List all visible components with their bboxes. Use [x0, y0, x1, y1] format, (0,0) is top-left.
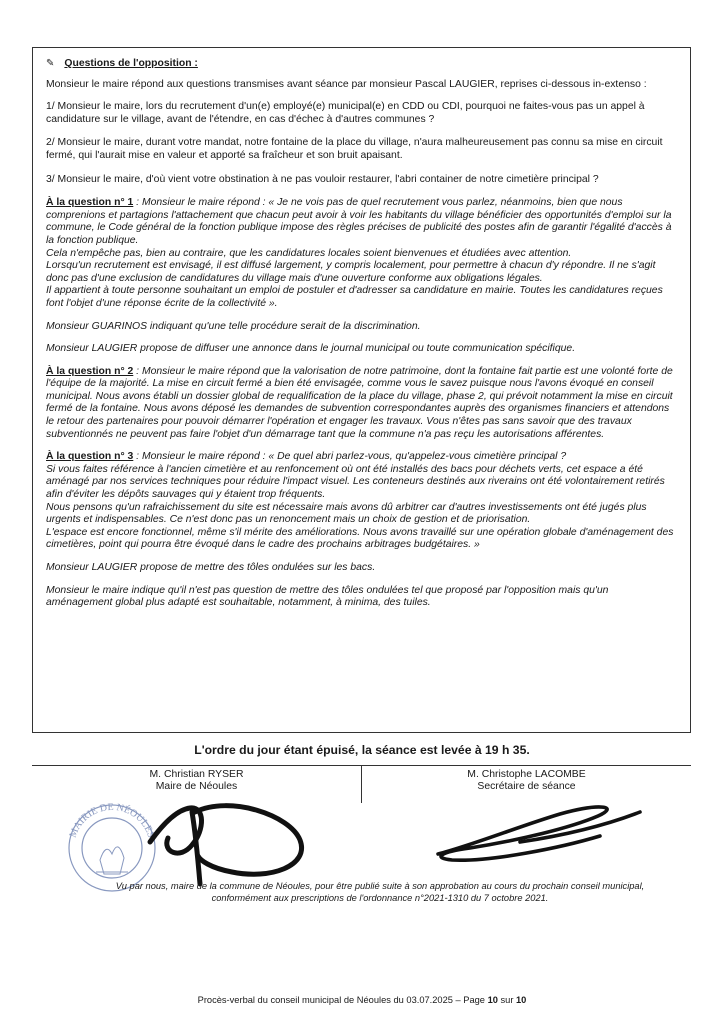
page-content: [46, 58, 676, 610]
maire-final-remark: Monsieur le maire indique qu'il n'est pas question de mettre des tôles ondulées tel que proposé par l'opposition mais qu'un aménagement global plus adapté est souhaitable, notamment, à minima, des tuiles.: [46, 584, 609, 609]
answer-1-p4: Il appartient à toute personne souhaitant un emploi de postuler et d'adresser sa candidature en mairie. Toutes les candidatures reçues font l'objet d'une réponse écrite de la collectivité ».: [46, 285, 663, 309]
section-header: [46, 58, 676, 71]
answer-1-p3: Lorsqu'un recrutement est envisagé, il est diffusé largement, y compris localement, pour permettre à chacun d'y répondre. Il ne s'agit donc pas d'une exclusion de candidatures du village mais d'une ouverture conforme aux obligations légales.: [46, 260, 656, 284]
answer-3-p1: : Monsieur le maire répond : « De quel abri parlez-vous, qu'appelez-vous cimetière principal ?: [133, 451, 567, 463]
footer-sep: sur: [497, 995, 517, 1005]
answer-2: [46, 366, 676, 442]
pencil-hand-icon: ✎: [46, 58, 55, 69]
answer-3-p3: Nous pensons qu'un rafraichissement du site est nécessaire mais avons dû arbitrer car d'autres investissements ont été jugés plus urgents et indispensables. Ce n'est donc pas un renoncement mais un choix de gestion et de priorisation.: [46, 501, 647, 526]
signature-block: [32, 765, 691, 870]
answer-3-label: À la question n° 3: [46, 451, 134, 463]
question-2: 2/ Monsieur le maire, durant votre mandat, notre fontaine de la place du village, n'aura malheureusement pas connu sa mise en circuit fermé, qui l'aurait mise en valeur et apporté sa fraîcheur et son bruit apaisant.: [46, 137, 663, 161]
answer-1: [46, 197, 676, 310]
intro-text: Monsieur le maire répond aux questions transmises avant séance par monsieur Pascal LAUGIER, reprises ci-dessous in-extenso :: [46, 78, 647, 90]
answer-1-p1: : Monsieur le maire répond : « Je ne vois pas de quel recrutement vous parlez, néanmoins, bien que nous comprenions et partagions l'attachement que chacun peut avoir à voir les habitants du village bénéficier des opportunités d'emploi sur la commune, le Code général de la fonction publique impose des règles précises de publicité des postes afin de garantir l'égalité d'accès à la fonction publique.: [46, 197, 672, 246]
mayor-role: Maire de Néoules: [155, 781, 238, 792]
section-title: Questions de l'opposition :: [64, 58, 198, 69]
secretary-signatory: [362, 769, 691, 793]
stamp-text: MAIRIE DE NÉOULES: [67, 801, 157, 840]
footer-text: Procès-verbal du conseil municipal de Néoules du 03.07.2025 – Page: [197, 995, 488, 1005]
answer-1-p2: Cela n'empêche pas, bien au contraire, que les candidatures locales soient bienvenues et étudiées avec attention.: [46, 247, 572, 259]
answer-1-label: À la question n° 1: [46, 197, 134, 209]
answer-2-label: À la question n° 2: [46, 365, 134, 377]
approval-note: Vu par nous, maire de la commune de Néoules, pour être publié suite à son approbation au cours du prochain conseil municipal, conformément aux prescriptions de l'ordonnance n°2021-1310 du 7 octobre 2021.: [115, 881, 645, 903]
closing-statement: L'ordre du jour étant épuisé, la séance est levée à 19 h 35.: [194, 743, 530, 757]
answer-2-text: : Monsieur le maire répond que la valorisation de notre patrimoine, dont la fontaine fait partie est une volonté forte de l'équipe de la majorité. La mise en circuit fermé a bien été envisagée, comme vous le savez puisque nous l'avons évoqué en conseil municipal. Nous avons établi un dossier global de requalification de la place du village, phase 2, qui prévoit notamment la mise en circuit fermé de la fontaine. Nous avons déposé les demandes de subvention correspondantes auprès des organismes financiers et attendons le retour des partenaires pour pouvoir démarrer l'opération et engager les travaux. Vous n'êtes pas sans savoir que des travaux subventionnés ne peuvent pas faire l'objet d'un démarrage tant que la commune n'a pas reçu les autorisations afférentes.: [46, 365, 673, 440]
question-3: 3/ Monsieur le maire, d'où vient votre obstination à ne pas vouloir restaurer, l'abri container de notre cimetière principal ?: [46, 173, 599, 185]
question-1: 1/ Monsieur le maire, lors du recrutement d'un(e) employé(e) municipal(e) en CDD ou CDI, pourquoi ne faites-vous pas un appel à candidature sur le village, avant de l'étendre, en cas d'échec à d'autres communes ?: [46, 101, 645, 125]
answer-3-p2: Si vous faites référence à l'ancien cimetière et au renfoncement où ont été installés des bacs pour déchets verts, cet espace a été aménagé par nos services techniques pour réduire l'impact visuel. Les conteneurs destinés aux riverains ont été volontairement retirés afin d'éviter les dépôts sauvages qui y étaient trop fréquents.: [46, 463, 665, 501]
page-footer: [0, 995, 724, 1005]
mayor-signatory: [32, 769, 361, 793]
answer-3: [46, 451, 676, 552]
guarinos-remark: Monsieur GUARINOS indiquant qu'une telle procédure serait de la discrimination.: [46, 320, 421, 332]
secretary-role: Secrétaire de séance: [477, 781, 576, 792]
laugier-remark-2: Monsieur LAUGIER propose de mettre des tôles ondulées sur les bacs.: [46, 562, 376, 573]
mayor-name: M. Christian RYSER: [149, 769, 244, 780]
secretary-name: M. Christophe LACOMBE: [467, 769, 586, 780]
footer-page: 10: [487, 995, 498, 1005]
answer-3-p4: L'espace est encore fonctionnel, même s'il mérite des améliorations. Nous avons travaillé sur une opération globale d'aménagement des cimetières, point qui pourra être évoqué dans le cadre des prochains arbitrages budgétaires. »: [46, 526, 674, 551]
footer-total: 10: [516, 995, 527, 1005]
laugier-remark-1: Monsieur LAUGIER propose de diffuser une annonce dans le journal municipal ou toute communication spécifique.: [46, 343, 576, 355]
